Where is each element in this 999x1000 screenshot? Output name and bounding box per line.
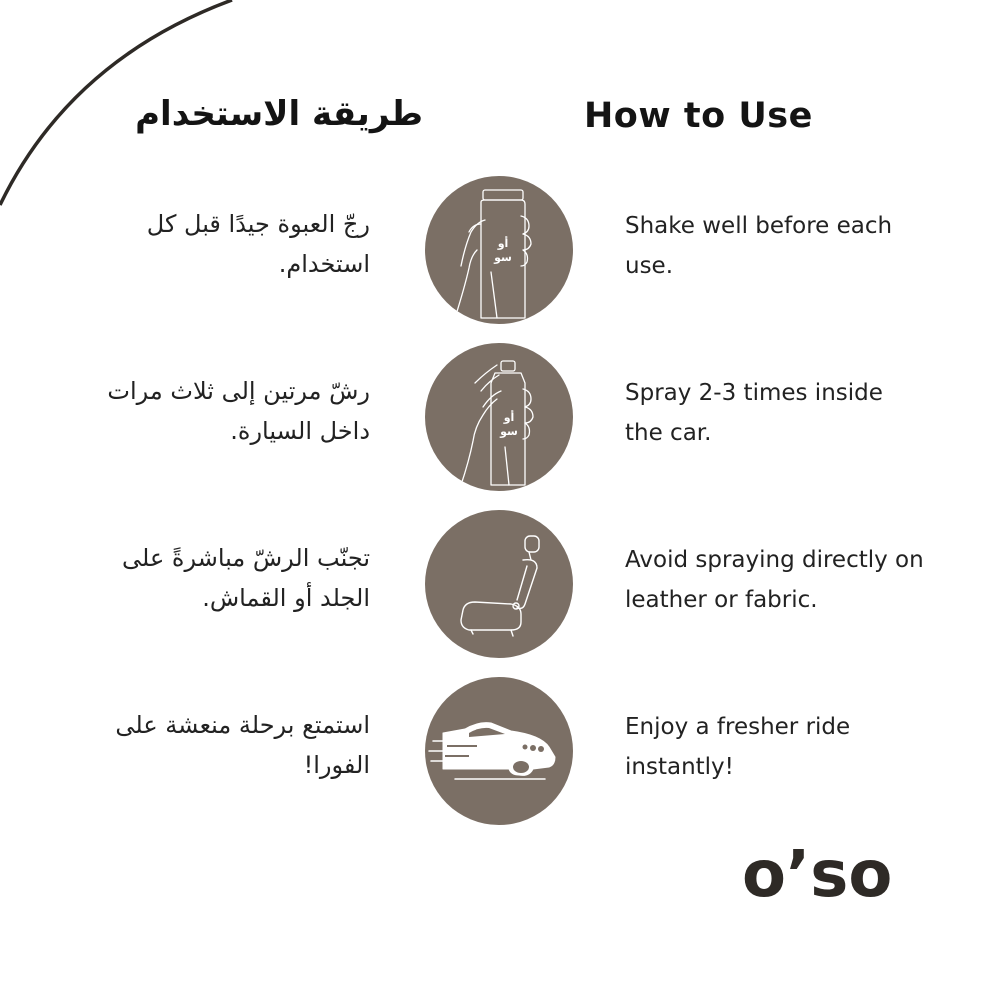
- bottle-label-line1: أو: [503, 411, 515, 424]
- step-text-english: Avoid spraying directly on leather or fabric.: [625, 547, 924, 613]
- step-text-english: Enjoy a fresher ride instantly!: [625, 714, 851, 780]
- step-avoid: [0, 510, 999, 660]
- step-icon-circle: [425, 343, 573, 491]
- step-enjoy: [0, 677, 999, 827]
- spray-bottle-in-hand-icon: [425, 176, 573, 324]
- car-seat-icon: [425, 510, 573, 658]
- bottle-label-line2: سو: [500, 425, 518, 438]
- page-title-arabic: طريقة الاستخدام: [135, 94, 423, 134]
- step-shake: [0, 176, 999, 326]
- step-text-arabic: رشّ مرتين إلى ثلاث مرات داخل السيارة.: [107, 377, 370, 445]
- step-spray: [0, 343, 999, 493]
- brand-logo: [742, 836, 904, 914]
- step-text-arabic: استمتع برحلة منعشة على الفورا!: [115, 711, 370, 779]
- brand-logo-text: o’so: [742, 838, 893, 912]
- page-title-english: How to Use: [584, 96, 813, 136]
- step-text-arabic: تجنّب الرشّ مباشرةً على الجلد أو القماش.: [122, 544, 370, 612]
- step-text-english: Shake well before each use.: [625, 213, 893, 279]
- car-icon: [425, 677, 573, 825]
- bottle-label-line2: سو: [494, 251, 512, 264]
- step-icon-circle: [425, 677, 573, 825]
- step-text-english: Spray 2-3 times inside the car.: [625, 380, 883, 446]
- spraying-hand-icon: [425, 343, 573, 491]
- step-icon-circle: [425, 176, 573, 324]
- step-icon-circle: [425, 510, 573, 658]
- bottle-label-line1: أو: [497, 237, 509, 250]
- step-text-arabic: رجّ العبوة جيدًا قبل كل استخدام.: [146, 210, 370, 278]
